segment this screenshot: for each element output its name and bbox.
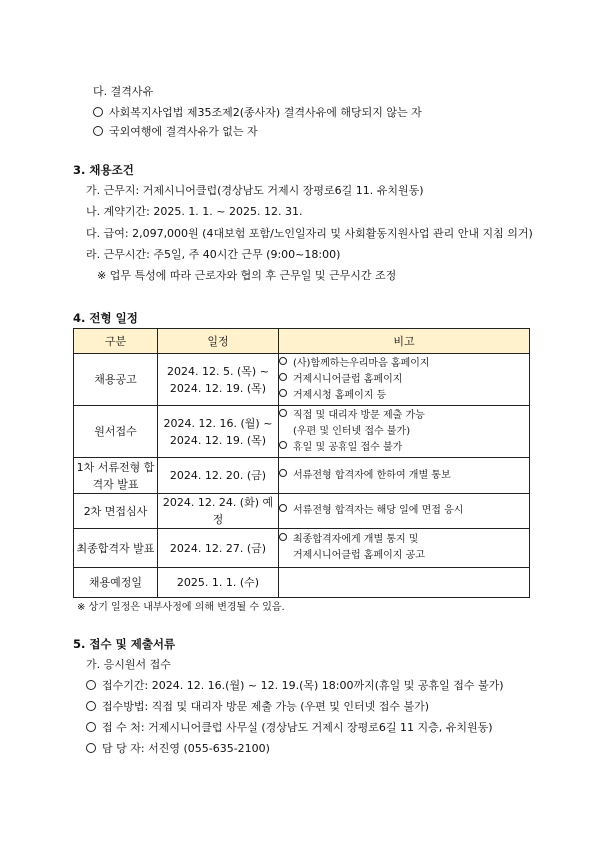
- row-date: 2024. 12. 5. (목) ~ 2024. 12. 19. (목): [158, 354, 279, 406]
- row-date: 2024. 12. 16. (월) ~ 2024. 12. 19. (목): [158, 406, 279, 458]
- header-category: 구분: [74, 329, 158, 354]
- circle-bullet-icon: [279, 409, 287, 417]
- schedule-footnote: ※ 상기 일정은 내부사정에 의해 변경될 수 있음.: [77, 602, 285, 613]
- row-category: 채용공고: [74, 354, 158, 406]
- disqualify-title: 다. 결격사유: [93, 85, 154, 98]
- row-category: 1차 서류전형 합격자 발표: [74, 458, 158, 494]
- row-note: 최종합격자에게 개별 통지 및 거제시니어클럽 홈페이지 공고: [279, 529, 530, 568]
- row-note: 직접 및 대리자 방문 제출 가능 (우편 및 인터넷 접수 불가) 휴일 및 공휴일 접수 불가: [279, 406, 530, 458]
- schedule-table: [73, 328, 530, 598]
- circle-bullet-icon: [86, 743, 96, 753]
- contact-person: 담 당 자: 서진영 (055-635-2100): [86, 742, 270, 756]
- circle-bullet-icon: [279, 469, 287, 477]
- table-header-row: [74, 329, 530, 354]
- contract-period: 나. 계약기간: 2025. 1. 1. ~ 2025. 12. 31.: [86, 205, 303, 218]
- circle-bullet-icon: [86, 701, 96, 711]
- row-date: 2024. 12. 20. (금): [158, 458, 279, 494]
- circle-bullet-icon: [279, 357, 287, 365]
- row-note: 서류전형 합격자에 한하여 개별 통보: [279, 458, 530, 494]
- circle-bullet-icon: [93, 107, 103, 117]
- work-hours-note: ※ 업무 특성에 따라 근로자와 협의 후 근무일 및 근무시간 조정: [97, 269, 397, 282]
- row-note: 서류전형 합격자는 해당 일에 면접 응시: [279, 494, 530, 529]
- circle-bullet-icon: [279, 441, 287, 449]
- circle-bullet-icon: [279, 533, 287, 541]
- row-date: 2024. 12. 27. (금): [158, 529, 279, 568]
- row-date: 2024. 12. 24. (화) 예정: [158, 494, 279, 529]
- circle-bullet-icon: [279, 373, 287, 381]
- work-location: 가. 근무지: 거제시니어클럽(경상남도 거제시 장평로6길 11. 유치원동): [86, 184, 424, 197]
- circle-bullet-icon: [93, 126, 103, 136]
- circle-bullet-icon: [86, 680, 96, 690]
- disqualify-item: 사회복지사업법 제35조제2(종사자) 결격사유에 해당되지 않는 자: [93, 106, 422, 120]
- header-date: 일정: [158, 329, 279, 354]
- section3-title: 3. 채용조건: [73, 163, 134, 177]
- disqualify-item: 국외여행에 결격사유가 없는 자: [93, 125, 258, 139]
- row-category: 채용예정일: [74, 568, 158, 598]
- table-row: [74, 354, 530, 406]
- circle-bullet-icon: [279, 504, 287, 512]
- row-category: 2차 면접심사: [74, 494, 158, 529]
- table-row: [74, 568, 530, 598]
- section4-title: 4. 전형 일정: [73, 311, 138, 325]
- row-note: [279, 568, 530, 598]
- circle-bullet-icon: [279, 389, 287, 397]
- row-note: (사)함께하는우리마음 홈페이지 거제시니어클럽 홈페이지 거제시청 홈페이지 등: [279, 354, 530, 406]
- row-category: 원서접수: [74, 406, 158, 458]
- application-period: 접수기간: 2024. 12. 16.(월) ~ 12. 19.(목) 18:00까지(휴일 및 공휴일 접수 불가): [86, 679, 504, 693]
- table-row: [74, 494, 530, 529]
- application-office: 접 수 처: 거제시니어클럽 사무실 (경상남도 거제시 장평로6길 11 지층, 유치원동): [86, 721, 493, 735]
- work-hours: 라. 근무시간: 주5일, 주 40시간 근무 (9:00~18:00): [86, 248, 341, 261]
- table-row: [74, 406, 530, 458]
- salary: 다. 급여: 2,097,000원 (4대보험 포함/노인일자리 및 사회활동지원사업 관리 안내 지침 의거): [86, 227, 533, 240]
- row-category: 최종합격자 발표: [74, 529, 158, 568]
- header-note: 비고: [279, 329, 530, 354]
- row-date: 2025. 1. 1. (수): [158, 568, 279, 598]
- section5-subtitle: 가. 응시원서 접수: [86, 658, 171, 671]
- table-row: [74, 529, 530, 568]
- section5-title: 5. 접수 및 제출서류: [73, 637, 176, 651]
- application-method: 접수방법: 직접 및 대리자 방문 제출 가능 (우편 및 인터넷 접수 불가): [86, 700, 429, 714]
- circle-bullet-icon: [86, 722, 96, 732]
- table-row: [74, 458, 530, 494]
